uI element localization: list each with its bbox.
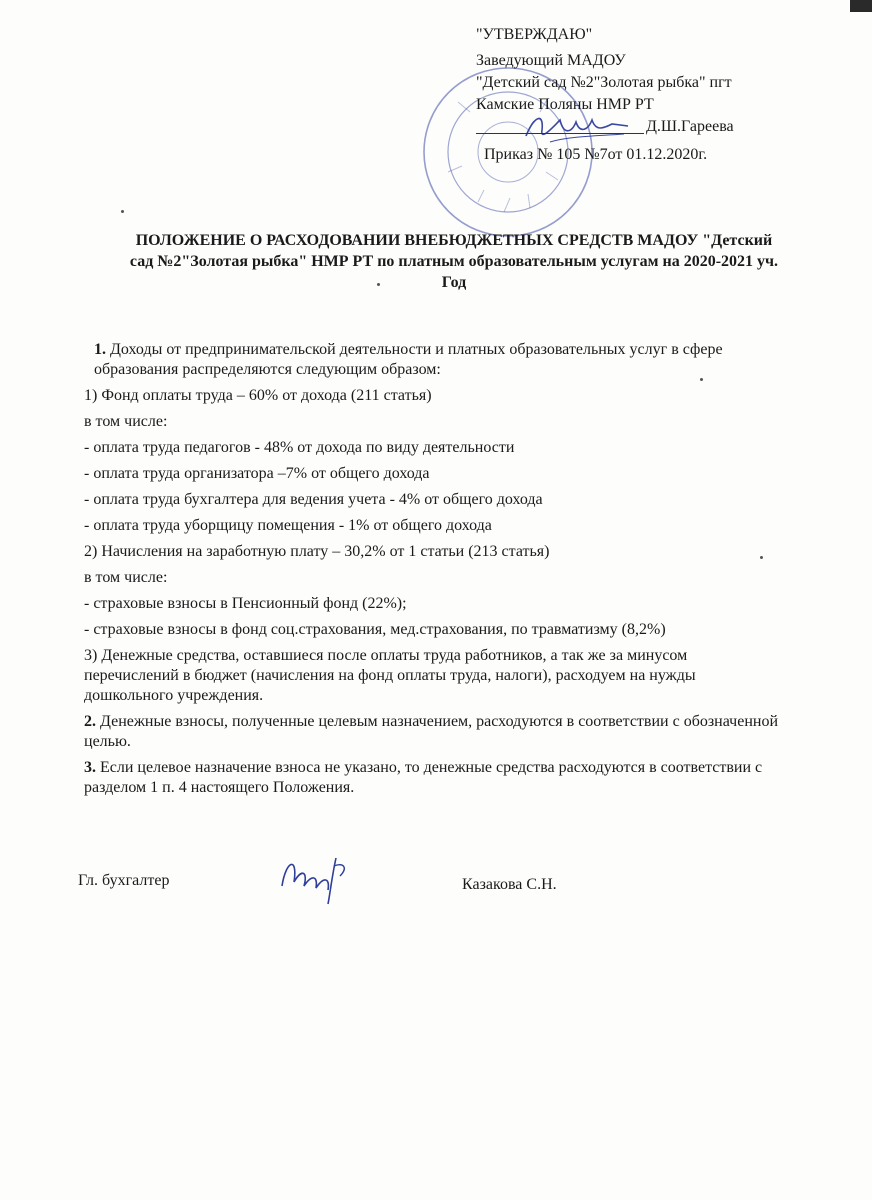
- item-1-sub-4: - оплата труда уборщицу помещения - 1% от общего дохода: [84, 517, 492, 534]
- section-3-number: 3.: [84, 759, 96, 776]
- approval-org-line-1: "Детский сад №2"Золотая рыбка" пгт: [476, 74, 732, 91]
- section-3-text: Если целевое назначение взноса не указано, то денежные средства расходуются в соответствии с разделом 1 п. 4 настоящего Положения.: [84, 759, 763, 796]
- section-2-text: Денежные взносы, полученные целевым назначением, расходуются в соответствии с обозначенной целью.: [84, 713, 779, 750]
- signature-footer: [78, 872, 778, 912]
- section-1-number: 1.: [94, 341, 106, 358]
- approval-org-line-2: Камские Поляны НМР РТ: [476, 96, 654, 113]
- section-2-number: 2.: [84, 713, 96, 730]
- document-title: [84, 230, 824, 293]
- accountant-name: Казакова С.Н.: [462, 876, 557, 893]
- item-2: 2) Начисления на заработную плату – 30,2% от 1 статьи (213 статья): [84, 543, 550, 560]
- section-1: [84, 340, 784, 380]
- signature-underline: [476, 133, 644, 134]
- section-1-text: Доходы от предпринимательской деятельности и платных образовательных услуг в сфере образования распределяются следующим образом:: [94, 341, 723, 378]
- item-2-sub-1: - страховые взносы в Пенсионный фонд (22%);: [84, 595, 407, 612]
- item-2-sub-2: - страховые взносы в фонд соц.страхования, мед.страхования, по травматизму (8,2%): [84, 621, 666, 638]
- title-line-3: Год: [441, 274, 467, 291]
- scan-speck: [700, 378, 703, 381]
- title-line-1: ПОЛОЖЕНИЕ О РАСХОДОВАНИИ ВНЕБЮДЖЕТНЫХ СРЕДСТВ МАДОУ "Детский: [135, 232, 773, 249]
- section-2: [84, 712, 784, 752]
- scan-corner-mark: [850, 0, 872, 12]
- item-1-sub-1: - оплата труда педагогов - 48% от дохода по виду деятельности: [84, 439, 515, 456]
- scan-speck: [760, 556, 763, 559]
- approval-order: Приказ № 105 №7от 01.12.2020г.: [484, 146, 708, 163]
- item-2-including: в том числе:: [84, 569, 168, 586]
- approval-signature-line: [476, 116, 856, 138]
- section-3: [84, 758, 784, 798]
- scan-speck: [377, 283, 380, 286]
- approval-signer-name: Д.Ш.Гареева: [646, 118, 734, 135]
- accountant-role: Гл. бухгалтер: [78, 872, 170, 889]
- item-3: 3) Денежные средства, оставшиеся после оплаты труда работников, а так же за минусом перечислений в бюджет (начисления на фонд оплаты труда, налоги), расходуем на нужды дошкольного учреждения.: [84, 647, 696, 704]
- approval-position: Заведующий МАДОУ: [476, 52, 626, 69]
- approval-title: "УТВЕРЖДАЮ": [476, 26, 593, 43]
- scan-speck: [121, 210, 124, 213]
- approval-block: [476, 24, 856, 166]
- item-1: 1) Фонд оплаты труда – 60% от дохода (211 статья): [84, 387, 432, 404]
- item-1-including: в том числе:: [84, 413, 168, 430]
- title-line-2: сад №2"Золотая рыбка" НМР РТ по платным образовательным услугам на 2020-2021 уч.: [129, 253, 779, 270]
- item-1-sub-2: - оплата труда организатора –7% от общего дохода: [84, 465, 430, 482]
- item-1-sub-3: - оплата труда бухгалтера для ведения учета - 4% от общего дохода: [84, 491, 543, 508]
- document-body: [84, 340, 784, 804]
